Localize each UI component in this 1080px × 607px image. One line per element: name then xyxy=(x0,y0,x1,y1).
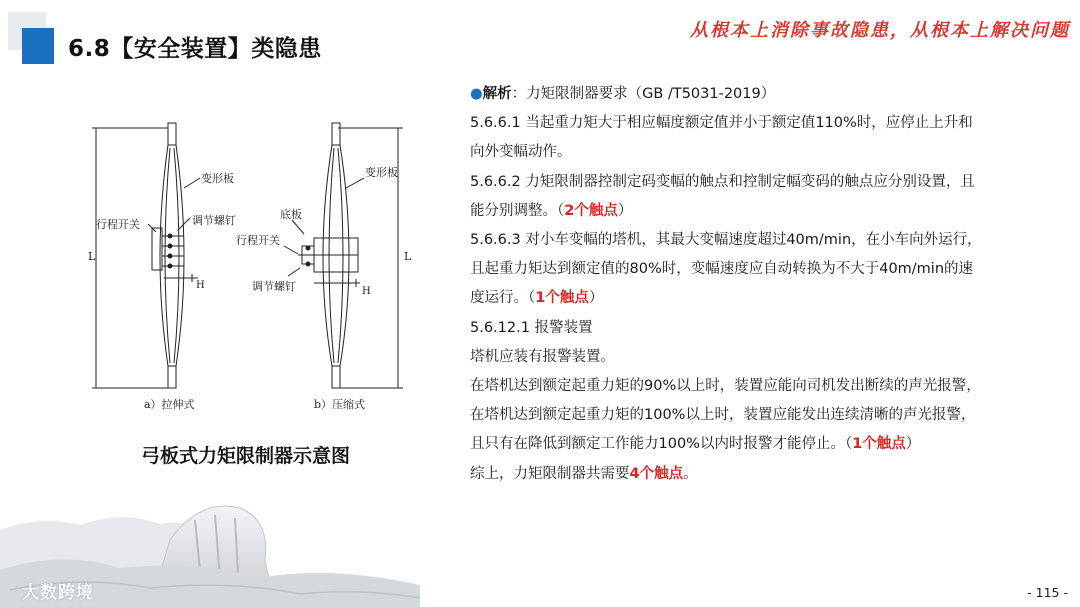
alarm-stop-condition xyxy=(470,430,1050,459)
clause-5-6-6-2-line1: 5.6.6.2 力矩限制器控制定码变幅的触点和控制定幅变码的触点应分别设置，且 xyxy=(470,173,975,190)
page-number: - 115 - xyxy=(1027,585,1068,600)
label-adjust-screw-a: 调节螺钉 xyxy=(192,214,236,227)
contact-count-highlight: 2个触点 xyxy=(564,202,618,219)
contact-count-highlight: 1个触点 xyxy=(852,436,906,453)
clause-5-6-6-2-line2 xyxy=(470,197,1050,226)
label-travel-switch-a: 行程开关 xyxy=(96,218,140,231)
label-dim-h-b: H xyxy=(362,286,371,297)
clause-5-6-12-1: 5.6.12.1 报警装置 xyxy=(470,319,593,336)
clause-5-6-6-1-line1: 5.6.6.1 当起重力矩大于相应幅度额定值并小于额定值110%时，应停止上升和 xyxy=(470,115,973,132)
analysis-text xyxy=(470,80,1050,489)
clause-5-6-6-3-line3 xyxy=(470,284,1050,313)
page-title: 6.8【安全装置】类隐患 xyxy=(68,36,322,62)
summary-text: 综上，力矩限制器共需要 xyxy=(470,465,630,482)
clause-5-6-6-3-line2: 且起重力矩达到额定值的80%时，变幅速度应自动转换为不大于40m/min的速 xyxy=(470,261,974,278)
clause-text-end: ） xyxy=(617,202,633,219)
alarm-90-percent: 在塔机达到额定起重力矩的90%以上时，装置应能向司机发出断续的声光报警， xyxy=(470,378,981,395)
total-contacts-highlight: 4个触点 xyxy=(629,465,684,482)
analysis-lead-text: ：力矩限制器要求（GB /T5031-2019） xyxy=(511,86,776,102)
clause-text: 能分别调整。（ xyxy=(470,202,565,219)
alarm-requirement: 塔机应装有报警装置。 xyxy=(470,348,615,365)
label-adjust-screw-b: 调节螺钉 xyxy=(252,280,296,293)
contact-count-highlight: 1个触点 xyxy=(535,290,589,307)
analysis-label: 解析 xyxy=(482,86,512,102)
clause-5-6-6-1-line2: 向外变幅动作。 xyxy=(470,144,572,161)
slogan: 从根本上消除事故隐患，从根本上解决问题 xyxy=(690,20,1070,41)
brand-logo-text: 大数跨境 xyxy=(22,583,94,603)
caption-b: b）压缩式 xyxy=(314,398,366,411)
device-compression xyxy=(284,123,403,388)
alarm-100-percent: 在塔机达到额定起重力矩的100%以上时，装置应能发出连续清晰的声光报警， xyxy=(470,407,976,424)
label-travel-switch-b: 行程开关 xyxy=(236,234,280,247)
device-tension xyxy=(92,123,200,388)
figure-caption: 弓板式力矩限制器示意图 xyxy=(141,445,351,467)
bullet-dot-icon: ● xyxy=(470,86,483,102)
label-base-plate-b: 底板 xyxy=(280,208,302,221)
clause-text-end: ） xyxy=(905,436,921,453)
label-dim-h-a: H xyxy=(196,280,205,291)
summary-text-end: 。 xyxy=(683,465,698,482)
title-accent-square xyxy=(22,28,54,64)
clause-text: 且只有在降低到额定工作能力100%以内时报警才能停止。（ xyxy=(470,436,853,453)
clause-5-6-6-3-line1: 5.6.6.3 对小车变幅的塔机，其最大变幅速度超过40m/min，在小车向外运行， xyxy=(470,232,982,249)
clause-text-end: ） xyxy=(588,290,604,307)
summary-line xyxy=(470,460,1050,489)
label-dim-l-b: L xyxy=(404,250,412,263)
clause-text: 度运行。（ xyxy=(470,290,536,307)
label-deform-plate-b: 变形板 xyxy=(365,166,398,179)
analysis-lead xyxy=(470,80,1050,109)
torque-limiter-diagram xyxy=(88,118,420,418)
caption-a: a）拉伸式 xyxy=(144,398,195,411)
diagram-svg xyxy=(88,118,420,418)
label-dim-l-a: L xyxy=(88,250,96,263)
label-deform-plate-a: 变形板 xyxy=(201,172,234,185)
